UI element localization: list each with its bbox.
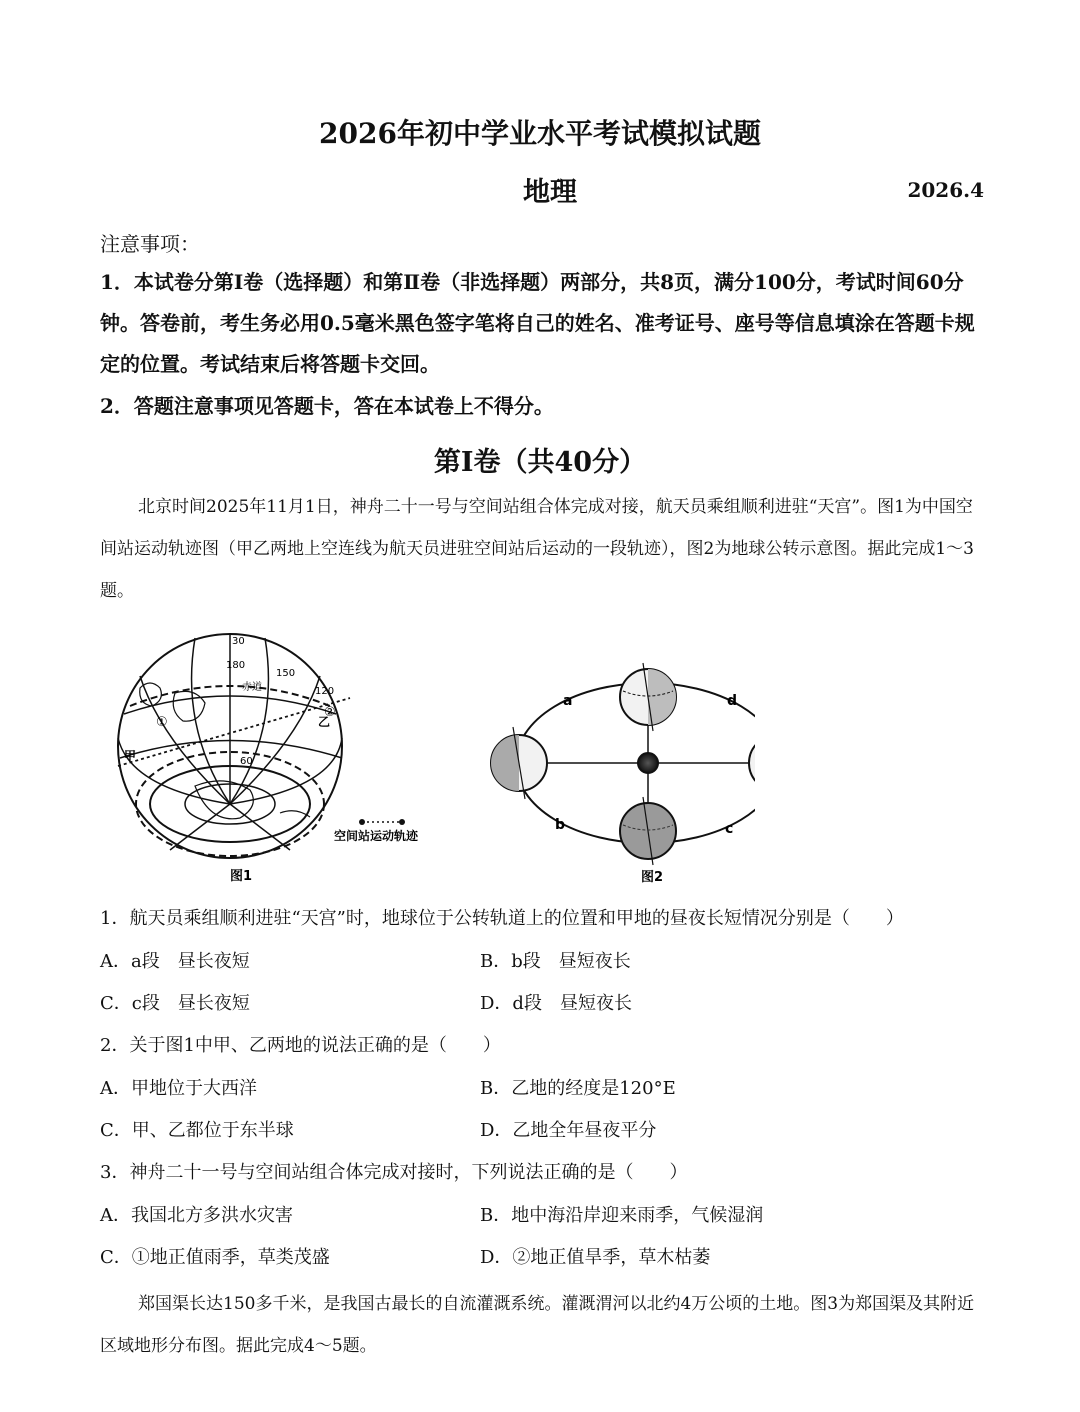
question-3-stem: 3．神舟二十一号与空间站组合体完成对接时，下列说法正确的是（ ） xyxy=(100,1162,688,1183)
question-2-option-a: A．甲地位于大西洋 xyxy=(100,1078,257,1099)
section-title: 第Ⅰ卷（共40分） xyxy=(433,447,647,478)
sun xyxy=(638,753,658,773)
legend-dot-left xyxy=(359,819,365,825)
question-3-option-d: D．②地正值旱季，草木枯萎 xyxy=(480,1247,711,1268)
segment-c-label: c xyxy=(725,821,734,837)
lon-120-label: 120 xyxy=(315,686,335,697)
segment-d-label: d xyxy=(727,693,738,709)
question-1-option-d: D．d段 昼短夜长 xyxy=(480,993,632,1014)
question-2-option-c: C．甲、乙都位于东半球 xyxy=(100,1120,294,1141)
segment-a-label: a xyxy=(563,693,573,709)
exam-date: 2026.4 xyxy=(907,178,984,202)
legend-label: 空间站运动轨迹 xyxy=(334,829,419,843)
lat-30-label: 30 xyxy=(232,636,245,647)
exam-title: 2026年初中学业水平考试模拟试题 xyxy=(319,117,761,150)
figure-2 xyxy=(485,655,755,887)
subject-title: 地理 xyxy=(523,177,577,208)
equator-label: 赤道 xyxy=(242,682,262,693)
notice-item-2: 2．答题注意事项见答题卡，答在本试卷上不得分。 xyxy=(100,394,554,418)
earth-right xyxy=(749,735,755,791)
figure-1-caption: 图1 xyxy=(230,869,253,884)
figure-1 xyxy=(100,618,450,890)
point-1-label: ① xyxy=(156,715,168,730)
segment-b-label: b xyxy=(555,817,566,833)
question-2-stem: 2．关于图1中甲、乙两地的说法正确的是（ ） xyxy=(100,1035,501,1056)
passage-1: 北京时间2025年11月1日，神舟二十一号与空间站组合体完成对接，航天员乘组顺利进驻“天宫”。图1为中国空间站运动轨迹图（甲乙两地上空连线为航天员进驻空间站后运动的一段轨迹），图2为地球公转示意图。据此完成1～3题。 xyxy=(100,497,974,601)
question-2-option-d: D．乙地全年昼夜平分 xyxy=(480,1120,657,1141)
question-3-option-a: A．我国北方多洪水灾害 xyxy=(100,1205,293,1226)
lon-150-label: 150 xyxy=(276,668,296,679)
passage-2: 郑国渠长达150多千米，是我国古最长的自流灌溉系统。灌溉渭河以北约4万公顷的土地。图3为郑国渠及其附近区域地形分布图。据此完成4～5题。 xyxy=(100,1294,975,1356)
question-2-option-b: B．乙地的经度是120°E xyxy=(480,1078,676,1099)
jia-label: 甲 xyxy=(124,749,137,763)
legend-dot-right xyxy=(399,819,405,825)
figure-2-caption: 图2 xyxy=(641,870,664,885)
lon-180-label: 180 xyxy=(226,660,246,671)
question-3-option-b: B．地中海沿岸迎来雨季，气候湿润 xyxy=(480,1205,764,1226)
point-2-label: ② xyxy=(324,705,336,720)
question-1-stem: 1．航天员乘组顺利进驻“天宫”时，地球位于公转轨道上的位置和甲地的昼夜长短情况分别是（ ） xyxy=(100,908,904,929)
question-1-option-a: A．a段 昼长夜短 xyxy=(100,951,250,972)
question-1-option-c: C．c段 昼长夜短 xyxy=(100,993,250,1014)
notice-item-1: 1．本试卷分第Ⅰ卷（选择题）和第Ⅱ卷（非选择题）两部分，共8页，满分100分，考试时间60分钟。答卷前，考生务必用0.5毫米黑色签字笔将自己的姓名、准考证号、座号等信息填涂在答题卡规定的位置。考试结束后将答题卡交回。 xyxy=(100,270,975,376)
question-3-option-c: C．①地正值雨季，草类茂盛 xyxy=(100,1247,330,1268)
notice-heading: 注意事项： xyxy=(100,232,200,256)
yi-label: 乙 xyxy=(318,715,331,729)
lat-60-label: 60 xyxy=(240,756,253,767)
question-1-option-b: B．b段 昼短夜长 xyxy=(480,951,631,972)
